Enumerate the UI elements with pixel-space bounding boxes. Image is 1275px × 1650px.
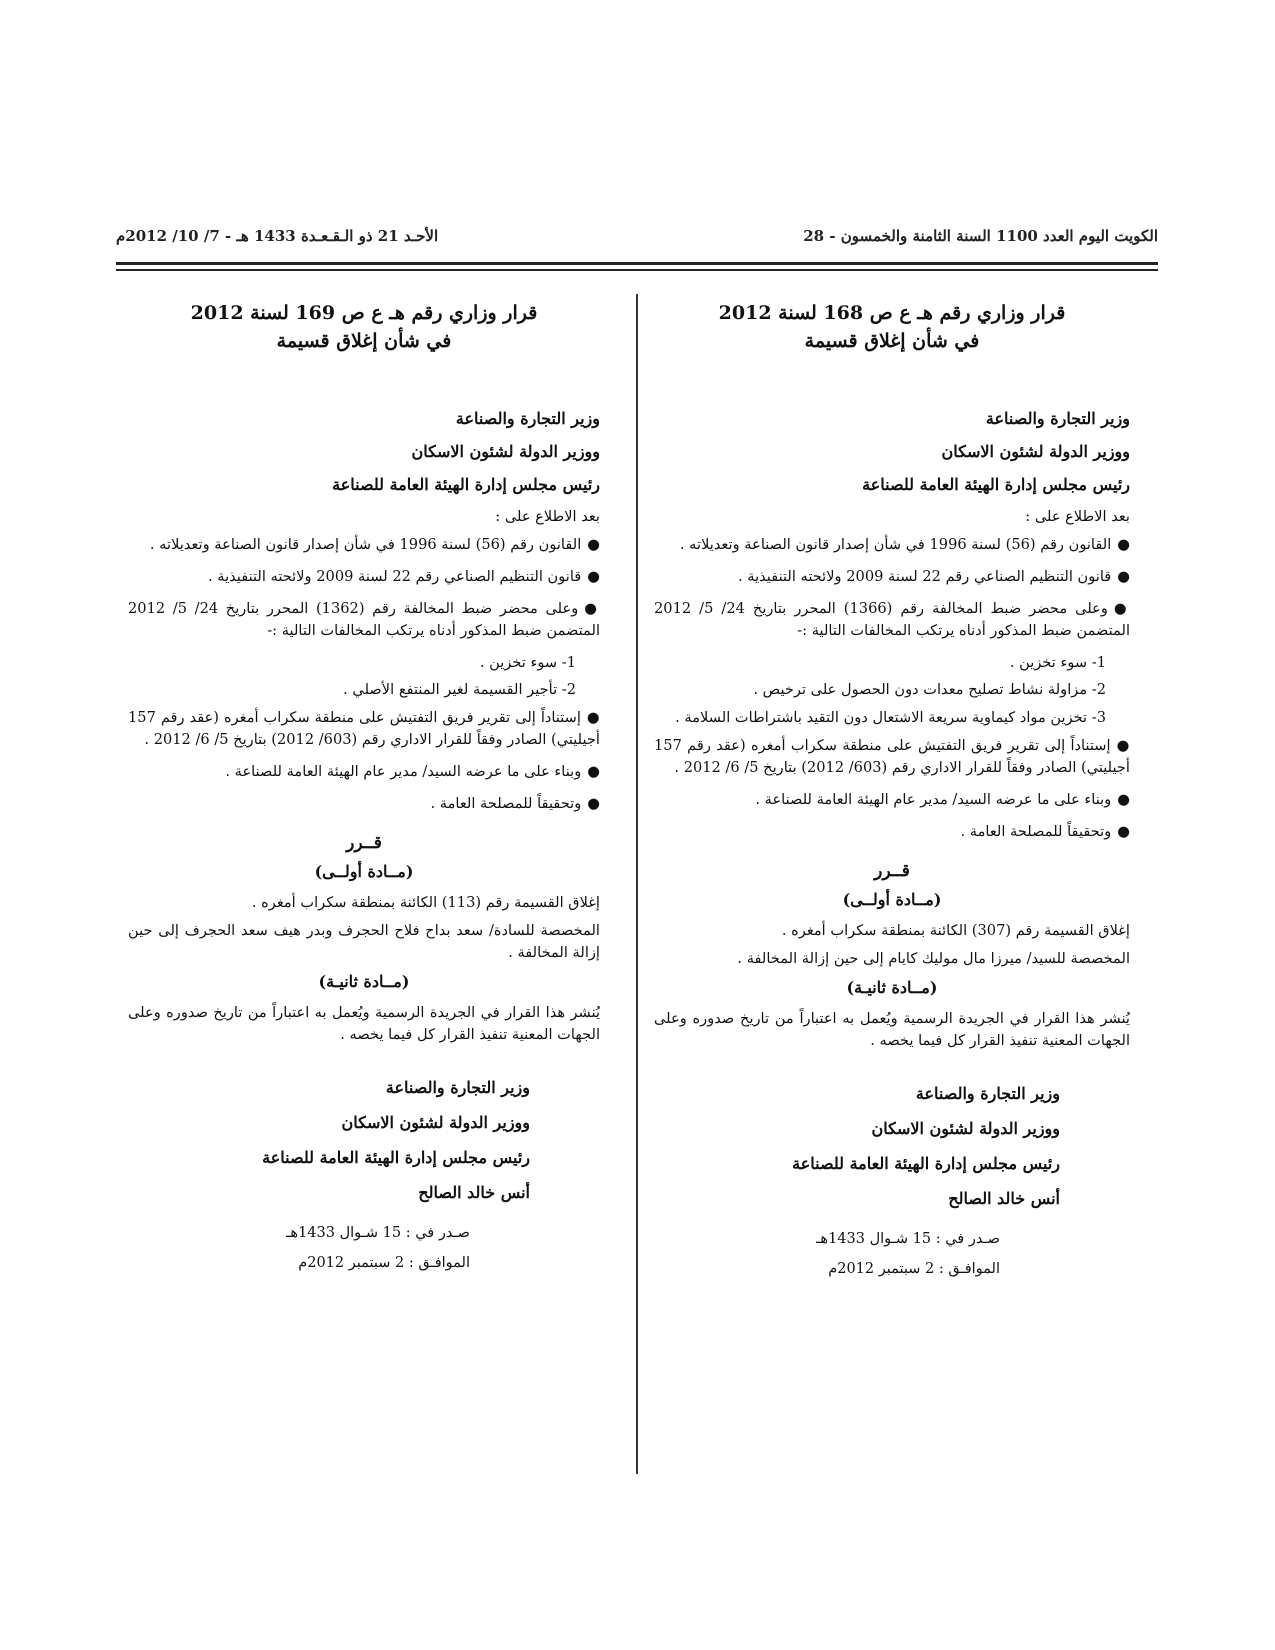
- decision-title: [654, 300, 1130, 355]
- decision-subject: في شأن إغلاق قسيمة: [276, 329, 452, 352]
- bullet-dot-icon: ●: [587, 567, 600, 585]
- article-1-text: إغلاق القسيمة رقم (307) الكائنة بمنطقة سكراب أمغره .: [781, 922, 1130, 940]
- issuer-line-1: وزير التجارة والصناعة: [985, 409, 1130, 429]
- violation-item: 1- سوء تخزين .: [1009, 653, 1106, 671]
- article-2-text: يُنشر هذا القرار في الجريدة الرسمية ويُعمل به اعتباراً من تاريخ صدوره وعلى الجهات المعنية تنفيذ القرار كل فيما يخصه .: [128, 1004, 600, 1043]
- preamble-bullet: ●وعلى محضر ضبط المخالفة رقم (1362) المحرر بتاريخ 24/ 5/ 2012 المتضمن ضبط المذكور أدناه يرتكب المخالفات التالية :-: [128, 599, 601, 639]
- violation-item: 1- سوء تخزين .: [479, 653, 576, 671]
- header-rule-bottom: [116, 269, 1158, 271]
- header-rule-top: [116, 262, 1158, 265]
- bullet-dot-icon: ●: [1113, 599, 1131, 617]
- decision-169: [128, 300, 600, 1282]
- preamble-bullet: ●إستناداً إلى تقرير فريق التفتيش على منطقة سكراب أمغره (عقد رقم 157 أجيليتي) الصادر وفقاً للقرار الاداري رقم (603/ 2012) بتاريخ 5/ 6/ 2012 .: [128, 709, 600, 749]
- decision-title: [128, 300, 600, 355]
- preamble-bullet: ●قانون التنظيم الصناعي رقم 22 لسنة 2009 ولائحته التنفيذية .: [737, 567, 1130, 585]
- header-date: الأحـد 21 ذو الـقـعـدة 1433 هـ - 7/ 10/ 2012م: [116, 227, 439, 245]
- bullet-dot-icon: ●: [1117, 535, 1130, 553]
- signature-line: ووزير الدولة لشئون الاسكان: [341, 1112, 530, 1132]
- preamble-bullet: ●وتحقيقاً للمصلحة العامة .: [430, 795, 600, 812]
- bullet-dot-icon: ●: [586, 709, 600, 727]
- signature-line: رئيس مجلس إدارة الهيئة العامة للصناعة: [262, 1147, 530, 1167]
- preamble-bullet: ●وتحقيقاً للمصلحة العامة .: [960, 822, 1130, 840]
- bullet-dot-icon: ●: [1117, 791, 1130, 808]
- column-divider: [636, 294, 638, 1474]
- after-review: بعد الاطلاع على :: [1025, 508, 1130, 526]
- issuer-line-2: ووزير الدولة لشئون الاسكان: [411, 442, 600, 462]
- issuer-line-3: رئيس مجلس إدارة الهيئة العامة للصناعة: [862, 475, 1130, 495]
- article-1-text: المخصصة للسيد/ ميرزا مال موليك كايام إلى حين إزالة المخالفة .: [737, 950, 1130, 968]
- issue-date-block: [128, 1223, 600, 1275]
- issued-hijri: صـدر في : 15 شـوال 1433هـ: [816, 1230, 1000, 1247]
- article-2-text: يُنشر هذا القرار في الجريدة الرسمية ويُعمل به اعتباراً من تاريخ صدوره وعلى الجهات المعنية تنفيذ القرار كل فيما يخصه .: [654, 1010, 1130, 1049]
- after-review: بعد الاطلاع على :: [495, 508, 600, 526]
- article-1-text: المخصصة للسادة/ سعد بداح فلاح الحجرف وبدر هيف سعد الحجرف إلى حين إزالة المخالفة .: [128, 922, 600, 962]
- signature-line: ووزير الدولة لشئون الاسكان: [871, 1118, 1060, 1138]
- article-2-title: (مــادة ثانيـة): [846, 978, 938, 998]
- violation-item: 2- تأجير القسيمة لغير المنتفع الأصلي .: [343, 681, 576, 699]
- preamble-bullet: ●وبناء على ما عرضه السيد/ مدير عام الهيئة العامة للصناعة .: [225, 763, 600, 781]
- bullet-dot-icon: ●: [1116, 737, 1130, 755]
- issuer-line-2: ووزير الدولة لشئون الاسكان: [941, 442, 1130, 462]
- bullet-dot-icon: ●: [587, 535, 600, 553]
- signature-block: [654, 1082, 1130, 1211]
- decided-heading: قــرر: [874, 860, 910, 881]
- bullet-dot-icon: ●: [584, 599, 601, 617]
- decision-subject: في شأن إغلاق قسيمة: [804, 329, 980, 352]
- bullet-dot-icon: ●: [1117, 567, 1130, 585]
- violation-item: 2- مزاولة نشاط تصليح معدات دون الحصول على ترخيص .: [753, 681, 1106, 699]
- signature-block: [128, 1076, 600, 1205]
- issued-hijri: صـدر في : 15 شـوال 1433هـ: [286, 1224, 470, 1241]
- signature-line: وزير التجارة والصناعة: [915, 1083, 1060, 1103]
- article-1-title: (مــادة أولــى): [842, 890, 942, 910]
- bullet-dot-icon: ●: [1117, 822, 1130, 840]
- decision-number: قرار وزاري رقم هـ ع ص 169 لسنة 2012: [190, 302, 538, 324]
- decision-168: [654, 300, 1130, 1288]
- decided-heading: قــرر: [346, 832, 382, 853]
- preamble-bullet: ●القانون رقم (56) لسنة 1996 في شأن إصدار قانون الصناعة وتعديلاته .: [679, 535, 1130, 553]
- preamble-bullet: ●إستناداً إلى تقرير فريق التفتيش على منطقة سكراب أمغره (عقد رقم 157 أجيليتي) الصادر وفقاً للقرار الاداري رقم (603/ 2012) بتاريخ 5/ 6/ 2012 .: [654, 737, 1130, 777]
- bullet-dot-icon: ●: [587, 763, 600, 781]
- decision-number: قرار وزاري رقم هـ ع ص 168 لسنة 2012: [718, 302, 1066, 324]
- bullet-dot-icon: ●: [587, 795, 600, 812]
- issued-gregorian: الموافـق : 2 سبتمبر 2012م: [298, 1254, 470, 1271]
- article-1-text: إغلاق القسيمة رقم (113) الكائنة بمنطقة سكراب أمغره .: [251, 894, 600, 912]
- issuer-line-1: وزير التجارة والصناعة: [455, 409, 600, 429]
- signature-line: رئيس مجلس إدارة الهيئة العامة للصناعة: [792, 1153, 1060, 1173]
- preamble-bullet: ●وبناء على ما عرضه السيد/ مدير عام الهيئة العامة للصناعة .: [755, 791, 1130, 808]
- issued-gregorian: الموافـق : 2 سبتمبر 2012م: [828, 1260, 1000, 1277]
- signatory-name: أنس خالد الصالح: [948, 1188, 1060, 1208]
- preamble-bullet: ●قانون التنظيم الصناعي رقم 22 لسنة 2009 ولائحته التنفيذية .: [207, 567, 600, 585]
- article-2-title: (مــادة ثانيـة): [318, 972, 410, 992]
- header-issue-info: الكويت اليوم العدد 1100 السنة الثامنة والخمسون - 28: [803, 227, 1158, 245]
- signatory-name: أنس خالد الصالح: [418, 1182, 530, 1202]
- article-1-title: (مــادة أولــى): [314, 862, 414, 882]
- violation-item: 3- تخزين مواد كيماوية سريعة الاشتعال دون التقيد باشتراطات السلامة .: [675, 709, 1106, 727]
- signature-line: وزير التجارة والصناعة: [385, 1077, 530, 1097]
- issue-date-block: [654, 1229, 1130, 1281]
- page-header: [116, 218, 1158, 254]
- preamble-bullet: ●وعلى محضر ضبط المخالفة رقم (1366) المحرر بتاريخ 24/ 5/ 2012 المتضمن ضبط المذكور أدناه يرتكب المخالفات التالية :-: [654, 599, 1131, 639]
- issuer-line-3: رئيس مجلس إدارة الهيئة العامة للصناعة: [332, 475, 600, 495]
- preamble-bullet: ●القانون رقم (56) لسنة 1996 في شأن إصدار قانون الصناعة وتعديلاته .: [149, 535, 600, 553]
